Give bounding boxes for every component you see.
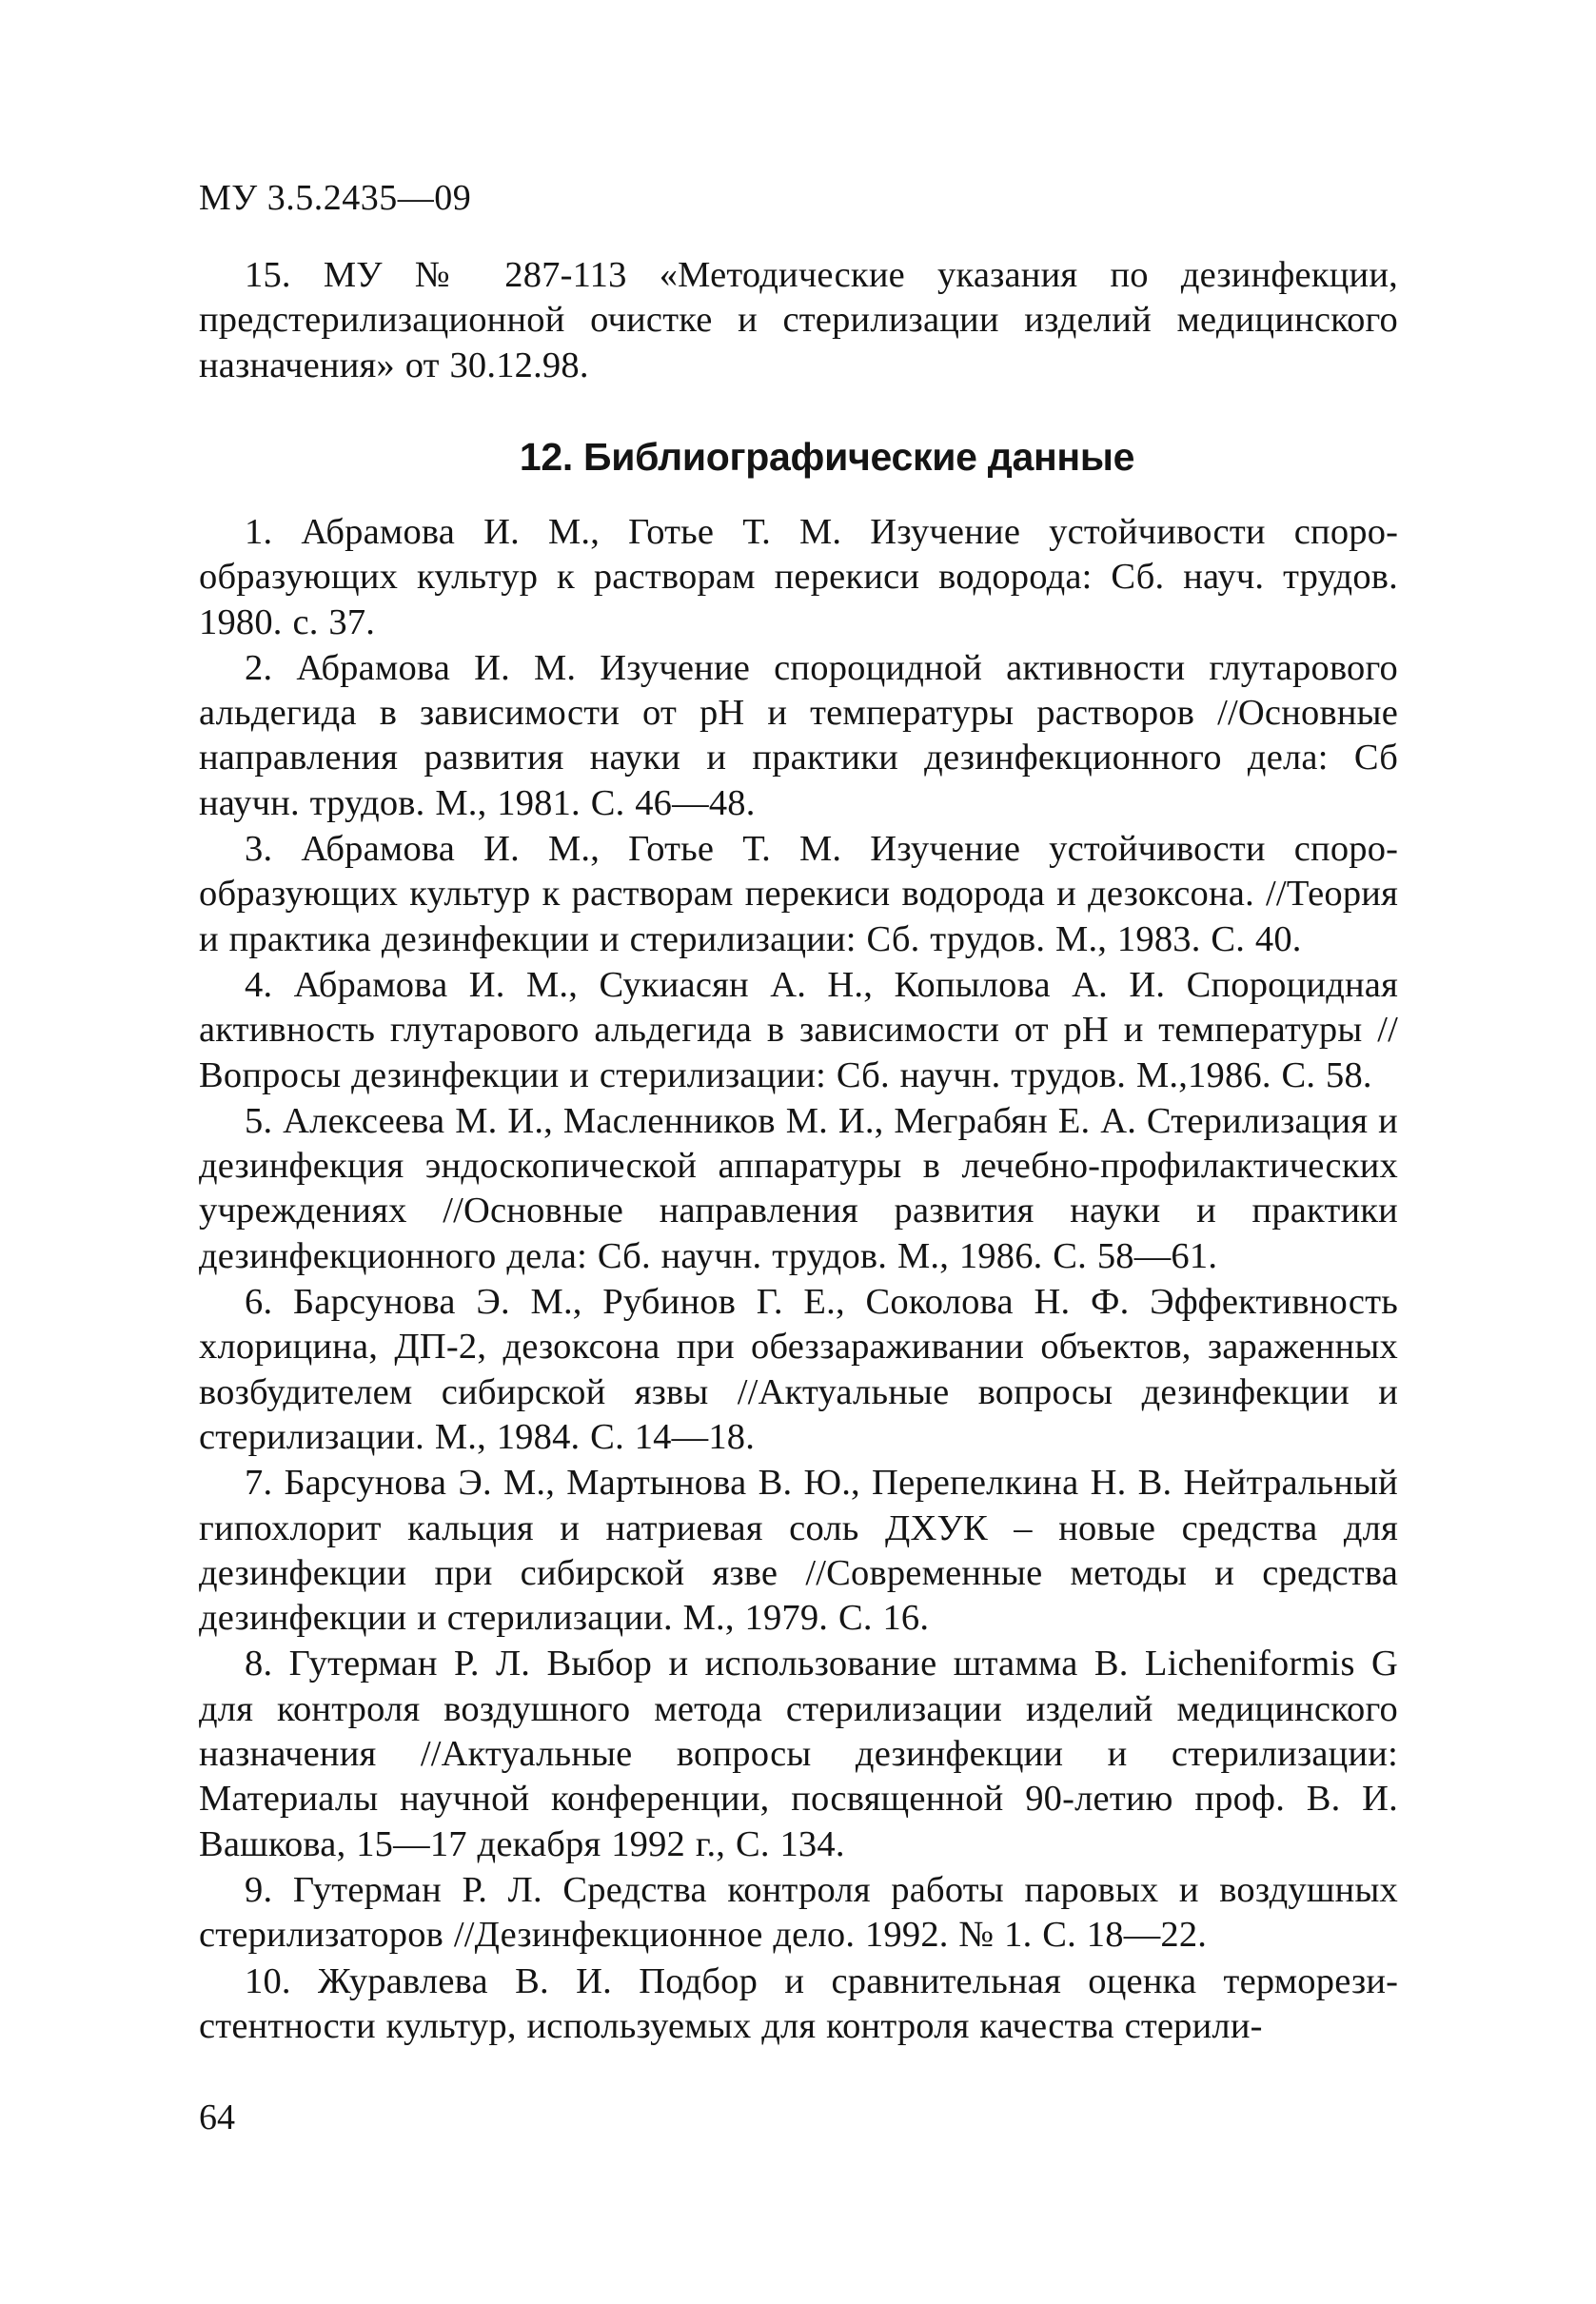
reference-item: 2. Абрамова И. М. Изучение спороцидной активности глутарового альдегида в зависимости от pH и температуры растворов //Основные направления развития науки и практики дезинфекционного дела: Сб научн. трудов. М., 1981. С. 46—48. <box>199 647 1398 823</box>
page-number: 64 <box>199 2097 235 2137</box>
reference-item: 5. Алексеева М. И., Масленников М. И., Меграбян Е. А. Стерилизация и дезинфекция эндоскопической аппаратуры в лечебно-профилактических учреждениях //Основные направления развития науки и практики дезинфекционного дела: Сб. научн. трудов. М., 1986. С. 58—61. <box>199 1100 1398 1276</box>
intro-list <box>199 253 1398 388</box>
reference-item: 9. Гутерман Р. Л. Средства контроля работы паровых и воздушных стерилизаторов //Дезинфекционное дело. 1992. № 1. С. 18—22. <box>199 1869 1398 1956</box>
reference-item: 3. Абрамова И. М., Готье Т. М. Изучение устойчивости спорообразующих культур к растворам перекиси водорода и дезоксона. //Теория и практика дезинфекции и стерилизации: Сб. трудов. М., 1983. С. 40. <box>199 829 1398 959</box>
reference-item: 4. Абрамова И. М., Сукиасян А. Н., Копылова А. И. Спороцидная активность глутарового альдегида в зависимости от pH и температуры //Вопросы дезинфекции и стерилизации: Сб. научн. трудов. М.,1986. С. 58. <box>199 964 1398 1095</box>
reference-item: 7. Барсунова Э. М., Мартынова В. Ю., Перепелкина Н. В. Нейтральный гипохлорит кальция и натриевая соль ДХУК – новые средства для дезинфекции при сибирской язве //Современные методы и средства дезинфекции и стерилизации. М., 1979. С. 16. <box>199 1463 1398 1639</box>
section-title: 12. Библиографические данные <box>519 435 1135 479</box>
document-code-header: МУ 3.5.2435—09 <box>199 178 472 218</box>
reference-item: 1. Абрамова И. М., Готье Т. М. Изучение устойчивости спорообразующих культур к растворам перекиси водорода: Сб. науч. трудов. 1980. с. 37. <box>199 512 1398 642</box>
reference-item: 8. Гутерман Р. Л. Выбор и использование штамма B. Licheniformis G для контроля воздушного метода стерилизации изделий медицинского назначения //Актуальные вопросы дезинфекции и стерилизации: Материалы научной конференции, посвященной 90-летию проф. В. И. Вашкова, 15—17 декабря 1992 г., С. 134. <box>199 1644 1398 1864</box>
bibliography-list <box>199 510 1398 2050</box>
reference-item: 6. Барсунова Э. М., Рубинов Г. Е., Соколова Н. Ф. Эффективность хлорицина, ДП-2, дезоксона при обеззараживании объектов, зараженных возбудителем сибирской язвы //Актуальные вопросы дезинфекции и стерилизации. М., 1984. С. 14—18. <box>199 1282 1398 1457</box>
list-item: 15. МУ № 287-113 «Методические указания по дезинфекции, предстерилизационной очистке и стерилизации изделий медицинского назначения» от 30.12.98. <box>199 255 1398 385</box>
reference-item: 10. Журавлева В. И. Подбор и сравнительная оценка терморезистентности культур, используемых для контроля качества стерили- <box>199 1960 1398 2046</box>
